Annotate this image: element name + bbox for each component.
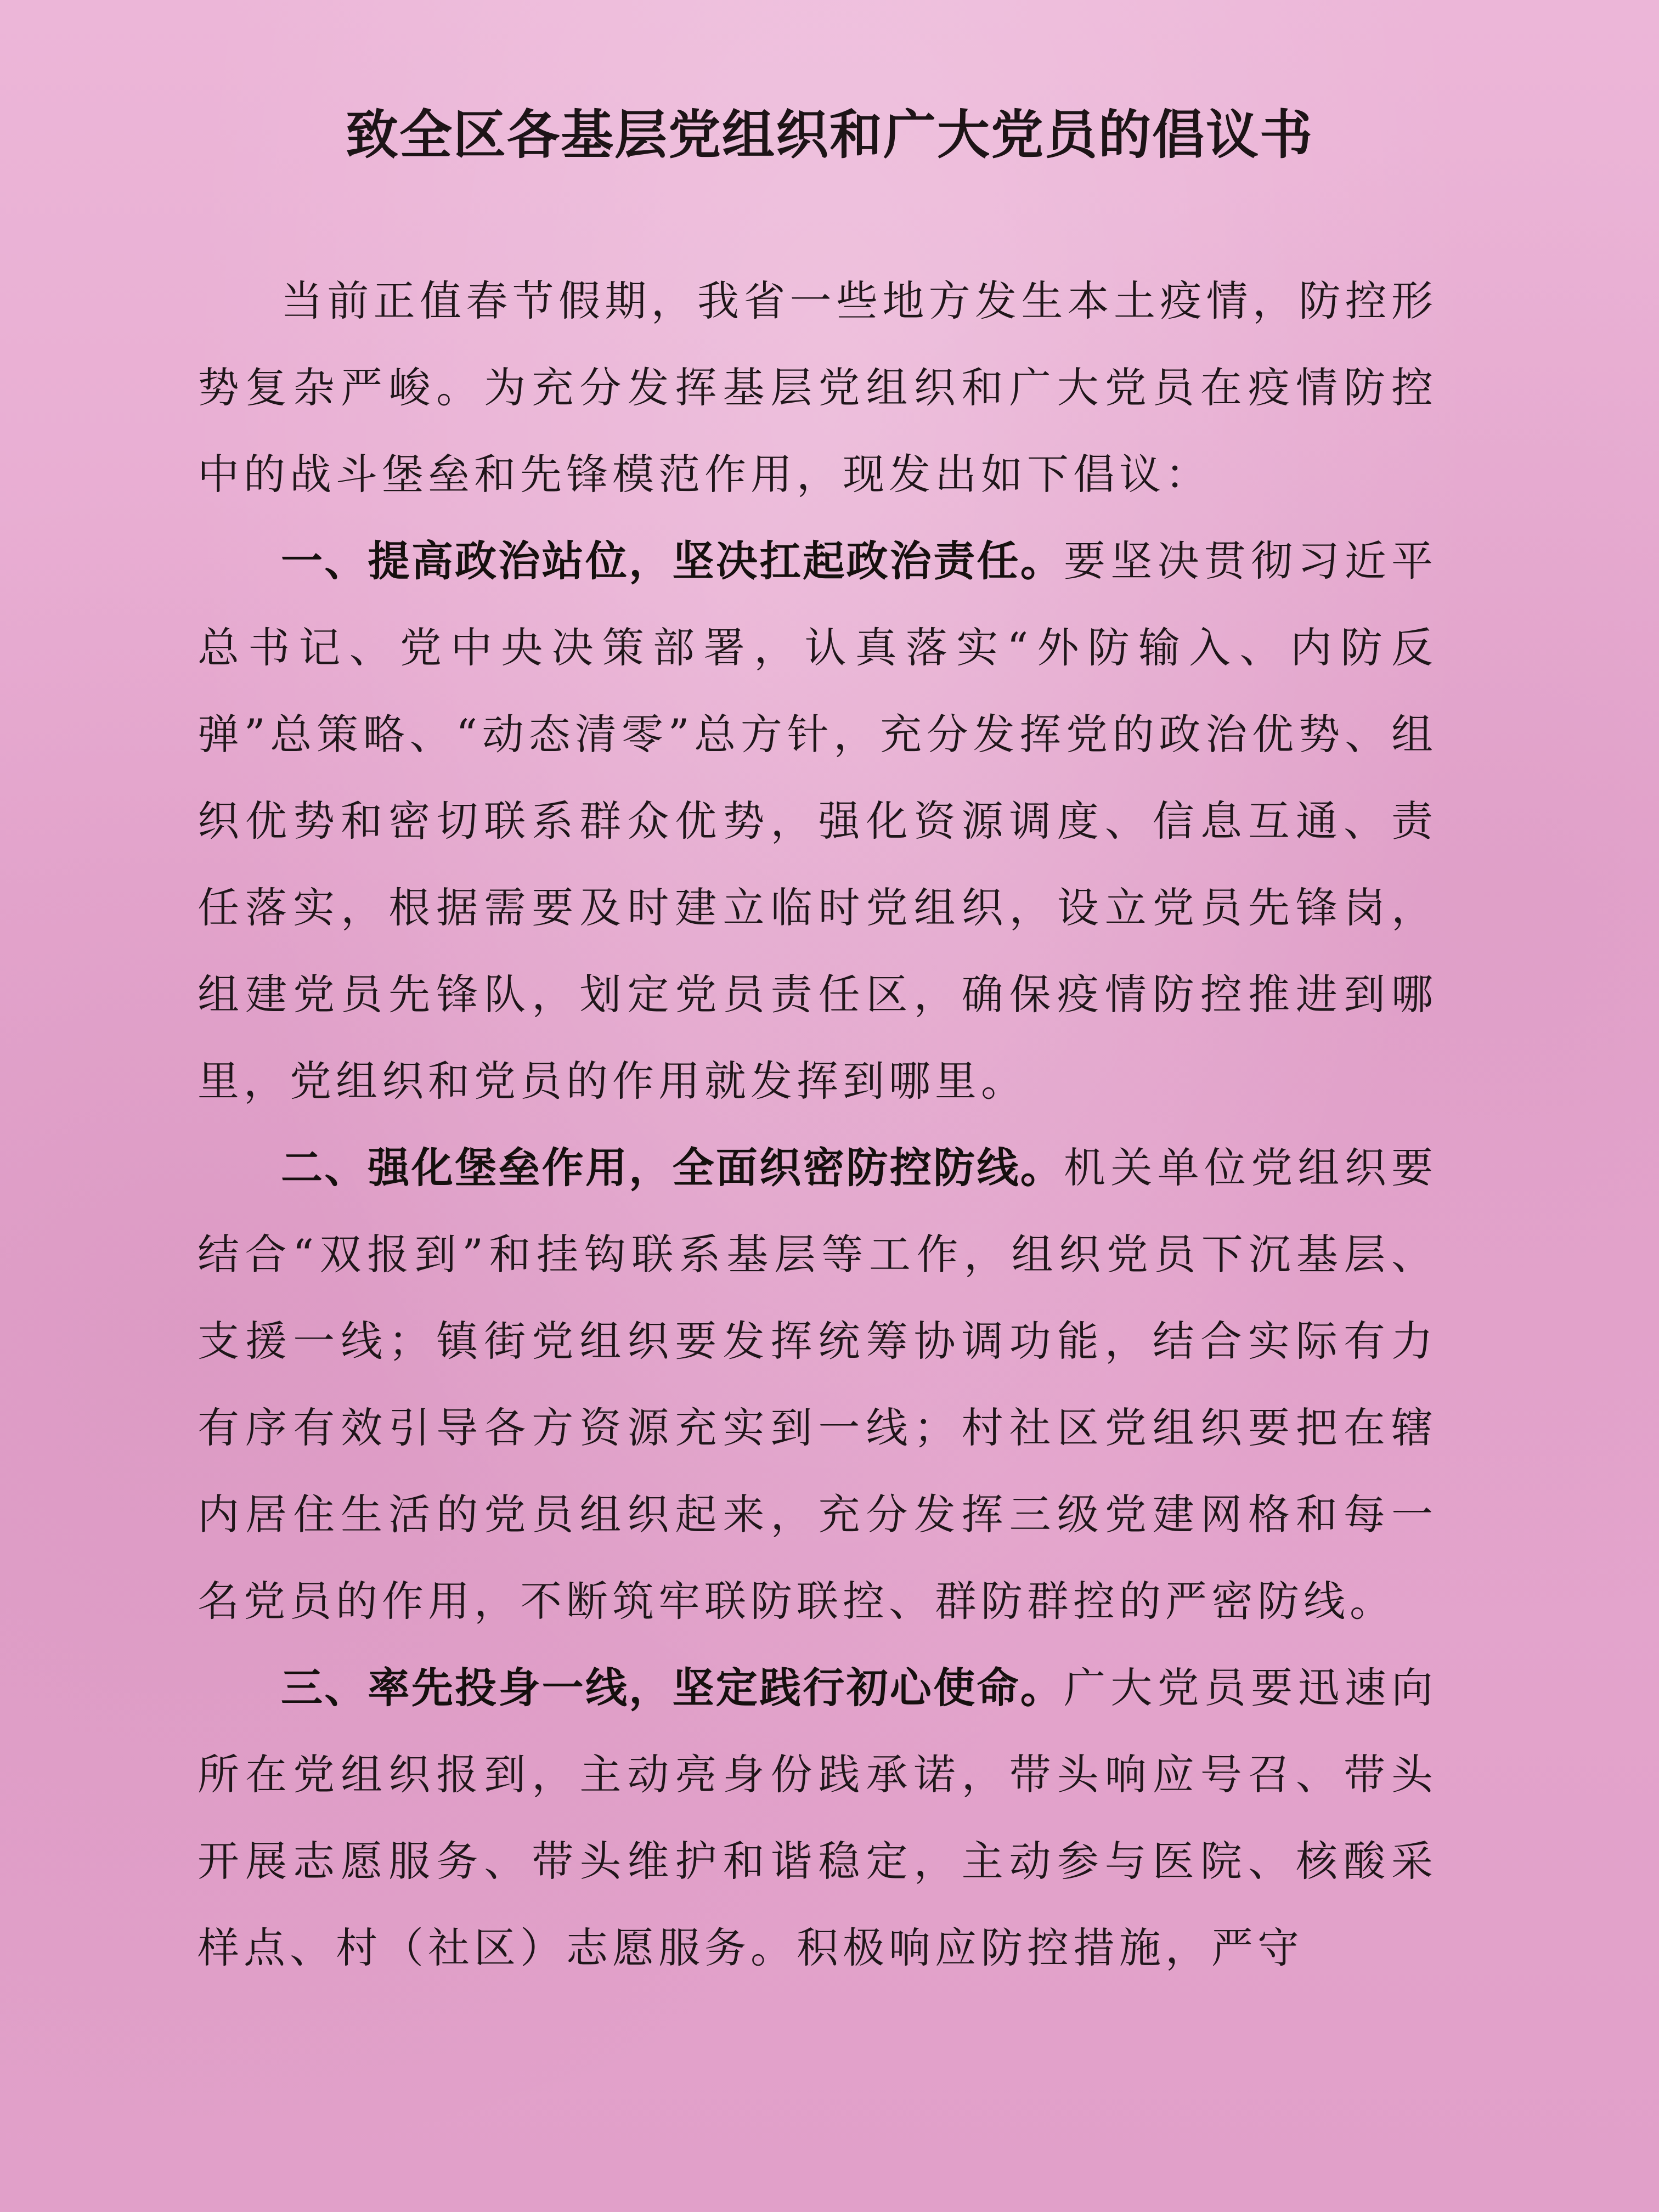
section-paragraph-1 [198, 518, 1437, 1125]
document-title: 致全区各基层党组织和广大党员的倡议书 [346, 104, 1313, 166]
intro-paragraph: 当前正值春节假期，我省一些地方发生本土疫情，防控形势复杂严峻。为充分发挥基层党组织和广大党员在疫情防控中的战斗堡垒和先锋模范作用，现发出如下倡议： [198, 276, 1437, 499]
section-body-1: 要坚决贯彻习近平总书记、党中央决策部署，认真落实“外防输入、内防反弹”总策略、“动态清零”总方针，充分发挥党的政治优势、组织优势和密切联系群众优势，强化资源调度、信息互通、责任落实，根据需要及时建立临时党组织，设立党员先锋岗，组建党员先锋队，划定党员责任区，确保疫情防控推进到哪里，党组织和党员的作用就发挥到哪里。 [198, 537, 1438, 1105]
section-body-2: 机关单位党组织要结合“双报到”和挂钩联系基层等工作，组织党员下沉基层、支援一线；镇街党组织要发挥统筹协调功能，结合实际有力有序有效引导各方资源充实到一线；村社区党组织要把在辖内居住生活的党员组织起来，充分发挥三级党建网格和每一名党员的作用，不断筑牢联防联控、群防群控的严密防线。 [198, 1143, 1438, 1626]
section-paragraph-2 [198, 1125, 1437, 1645]
section-heading-1: 一、提高政治站位，坚决扛起政治责任。 [281, 537, 1064, 585]
section-body-3: 广大党员要迅速向所在党组织报到，主动亮身份践承诺，带头响应号召、带头开展志愿服务、带头维护和谐稳定，主动参与医院、核酸采样点、村（社区）志愿服务。积极响应防控措施，严守 [198, 1663, 1438, 1972]
document-body [198, 258, 1437, 1991]
section-heading-2: 二、强化堡垒作用，全面织密防控防线。 [281, 1143, 1064, 1192]
section-paragraph-3 [198, 1645, 1437, 1991]
section-heading-3: 三、率先投身一线，坚定践行初心使命。 [281, 1663, 1064, 1712]
